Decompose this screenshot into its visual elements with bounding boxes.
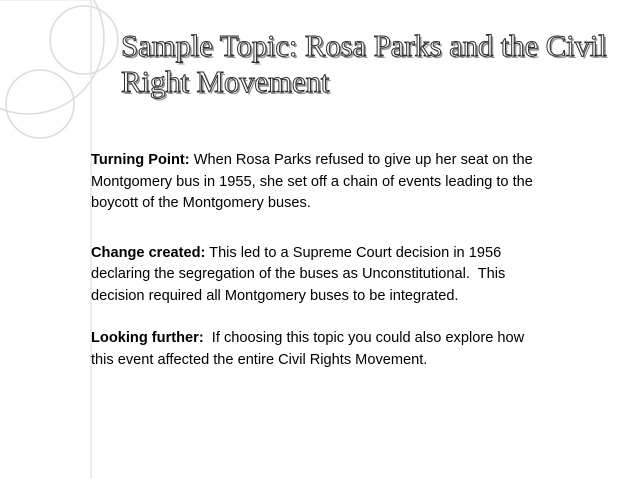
text-line: this event affected the entire Civil Rights Movement.: [91, 351, 428, 368]
label-turning-point: Turning Point:: [91, 152, 190, 168]
paragraph-turning-point: [91, 150, 626, 215]
title-line-1: Sample Topic: Rosa Parks and the Civil: [121, 28, 607, 63]
paragraph-looking-further: [91, 328, 626, 371]
text-line: declaring the segregation of the buses as Unconstitutional. This: [91, 266, 506, 282]
label-change-created: Change created:: [91, 244, 206, 261]
text-line: This led to a Supreme Court decision in 1956: [209, 244, 502, 261]
text-line: decision required all Montgomery buses to be integrated.: [91, 287, 459, 304]
text-line: If choosing this topic you could also explore how: [207, 330, 525, 346]
slide-title: [121, 28, 631, 100]
decor-circle-large: [0, 0, 104, 114]
paragraph-change-created: [91, 243, 626, 308]
label-looking-further: Looking further:: [91, 330, 204, 346]
decor-circle-small: [50, 6, 118, 74]
decor-circle-lower: [6, 70, 74, 138]
text-line: Montgomery bus in 1955, she set off a chain of events leading to the: [91, 173, 533, 190]
slide-body: [91, 150, 626, 371]
text-line: When Rosa Parks refused to give up her seat on the: [193, 152, 533, 168]
text-line: boycott of the Montgomery buses.: [91, 195, 311, 211]
title-line-2: Right Movement: [121, 64, 330, 99]
